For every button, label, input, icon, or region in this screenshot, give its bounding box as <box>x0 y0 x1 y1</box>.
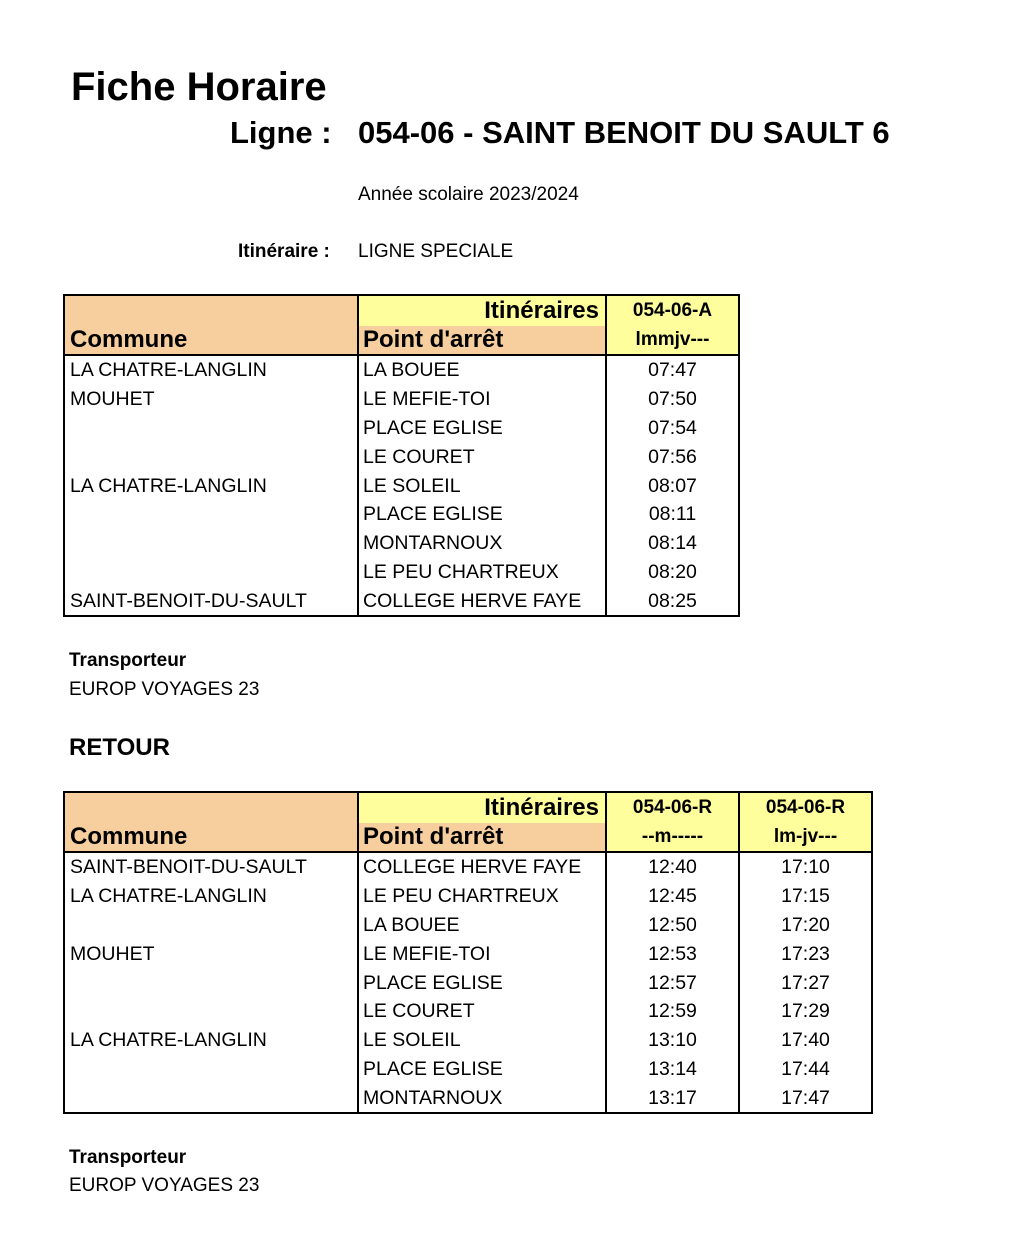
itineraires-header: Itinéraires <box>358 792 606 823</box>
table-row <box>64 586 739 616</box>
table-row <box>64 968 872 997</box>
departure-time-cell: 17:23 <box>739 939 872 968</box>
departure-time-cell: 17:20 <box>739 911 872 940</box>
departure-time-cell: 08:20 <box>606 558 739 587</box>
header-row-routes <box>64 792 872 823</box>
table-row <box>64 997 872 1026</box>
table-row <box>64 471 739 500</box>
commune-cell <box>64 1055 358 1084</box>
table-row <box>64 1055 872 1084</box>
table-row <box>64 385 739 414</box>
table-row <box>64 882 872 911</box>
commune-cell <box>64 442 358 471</box>
commune-header-blank <box>64 295 358 326</box>
departure-time-cell: 17:10 <box>739 852 872 882</box>
commune-cell <box>64 558 358 587</box>
route-days-header: lm-jv--- <box>739 823 872 852</box>
commune-cell <box>64 968 358 997</box>
stop-name-cell: MONTARNOUX <box>358 1083 606 1113</box>
line-value: 054-06 - SAINT BENOIT DU SAULT 6 <box>358 115 890 150</box>
departure-time-cell: 07:56 <box>606 442 739 471</box>
table-row <box>64 442 739 471</box>
commune-cell <box>64 1083 358 1113</box>
outbound-carrier-label: Transporteur <box>69 650 187 671</box>
stop-name-cell: PLACE EGLISE <box>358 1055 606 1084</box>
table-row <box>64 529 739 558</box>
stop-name-cell: LA BOUEE <box>358 355 606 385</box>
commune-cell <box>64 997 358 1026</box>
stop-name-cell: COLLEGE HERVE FAYE <box>358 586 606 616</box>
stop-name-cell: LE SOLEIL <box>358 471 606 500</box>
departure-time-cell: 13:14 <box>606 1055 739 1084</box>
itineraires-header: Itinéraires <box>358 295 606 326</box>
commune-cell <box>64 414 358 443</box>
outbound-carrier-value: EUROP VOYAGES 23 <box>69 679 260 700</box>
table-row <box>64 939 872 968</box>
commune-cell <box>64 500 358 529</box>
departure-time-cell: 07:47 <box>606 355 739 385</box>
page-title: Fiche Horaire <box>71 65 327 109</box>
point-arret-header: Point d'arrêt <box>358 823 606 852</box>
departure-time-cell: 07:50 <box>606 385 739 414</box>
departure-time-cell: 17:29 <box>739 997 872 1026</box>
commune-cell: LA CHATRE-LANGLIN <box>64 882 358 911</box>
table-row <box>64 558 739 587</box>
point-arret-header: Point d'arrêt <box>358 326 606 355</box>
stop-name-cell: PLACE EGLISE <box>358 968 606 997</box>
header-row-routes <box>64 295 739 326</box>
commune-cell: SAINT-BENOIT-DU-SAULT <box>64 586 358 616</box>
departure-time-cell: 08:07 <box>606 471 739 500</box>
commune-cell: MOUHET <box>64 385 358 414</box>
stop-name-cell: LE PEU CHARTREUX <box>358 882 606 911</box>
commune-cell <box>64 529 358 558</box>
stop-name-cell: COLLEGE HERVE FAYE <box>358 852 606 882</box>
departure-time-cell: 08:25 <box>606 586 739 616</box>
departure-time-cell: 13:17 <box>606 1083 739 1113</box>
outbound-timetable <box>63 294 740 617</box>
return-carrier-value: EUROP VOYAGES 23 <box>69 1175 260 1196</box>
return-section-title: RETOUR <box>69 734 170 761</box>
table-row <box>64 852 872 882</box>
route-days-header: lmmjv--- <box>606 326 739 355</box>
stop-name-cell: LE COURET <box>358 442 606 471</box>
commune-header: Commune <box>64 823 358 852</box>
table-row <box>64 500 739 529</box>
table-row <box>64 1026 872 1055</box>
departure-time-cell: 12:59 <box>606 997 739 1026</box>
departure-time-cell: 12:40 <box>606 852 739 882</box>
departure-time-cell: 07:54 <box>606 414 739 443</box>
departure-time-cell: 12:45 <box>606 882 739 911</box>
table-row <box>64 355 739 385</box>
departure-time-cell: 17:47 <box>739 1083 872 1113</box>
line-heading <box>230 114 890 152</box>
table-row <box>64 414 739 443</box>
departure-time-cell: 17:27 <box>739 968 872 997</box>
itinerary-value: LIGNE SPECIALE <box>358 241 514 262</box>
stop-name-cell: LE PEU CHARTREUX <box>358 558 606 587</box>
departure-time-cell: 08:14 <box>606 529 739 558</box>
stop-name-cell: LE COURET <box>358 997 606 1026</box>
itinerary-label: Itinéraire : <box>238 241 330 262</box>
commune-cell: LA CHATRE-LANGLIN <box>64 471 358 500</box>
stop-name-cell: LE MEFIE-TOI <box>358 939 606 968</box>
departure-time-cell: 17:44 <box>739 1055 872 1084</box>
departure-time-cell: 12:50 <box>606 911 739 940</box>
school-year: Année scolaire 2023/2024 <box>358 184 579 205</box>
commune-cell <box>64 911 358 940</box>
header-row-labels <box>64 326 739 355</box>
commune-cell: LA CHATRE-LANGLIN <box>64 355 358 385</box>
route-code-header: 054-06-R <box>739 792 872 823</box>
commune-cell: SAINT-BENOIT-DU-SAULT <box>64 852 358 882</box>
departure-time-cell: 13:10 <box>606 1026 739 1055</box>
line-label: Ligne : <box>230 115 332 150</box>
return-timetable <box>63 791 873 1114</box>
stop-name-cell: PLACE EGLISE <box>358 414 606 443</box>
commune-cell: LA CHATRE-LANGLIN <box>64 1026 358 1055</box>
departure-time-cell: 12:53 <box>606 939 739 968</box>
commune-cell: MOUHET <box>64 939 358 968</box>
stop-name-cell: MONTARNOUX <box>358 529 606 558</box>
header-row-labels <box>64 823 872 852</box>
stop-name-cell: LE SOLEIL <box>358 1026 606 1055</box>
table-row <box>64 911 872 940</box>
commune-header-blank <box>64 792 358 823</box>
departure-time-cell: 08:11 <box>606 500 739 529</box>
departure-time-cell: 17:15 <box>739 882 872 911</box>
route-days-header: --m----- <box>606 823 739 852</box>
departure-time-cell: 17:40 <box>739 1026 872 1055</box>
departure-time-cell: 12:57 <box>606 968 739 997</box>
route-code-header: 054-06-R <box>606 792 739 823</box>
stop-name-cell: LA BOUEE <box>358 911 606 940</box>
stop-name-cell: PLACE EGLISE <box>358 500 606 529</box>
return-carrier-label: Transporteur <box>69 1147 187 1168</box>
stop-name-cell: LE MEFIE-TOI <box>358 385 606 414</box>
route-code-header: 054-06-A <box>606 295 739 326</box>
commune-header: Commune <box>64 326 358 355</box>
table-row <box>64 1083 872 1113</box>
